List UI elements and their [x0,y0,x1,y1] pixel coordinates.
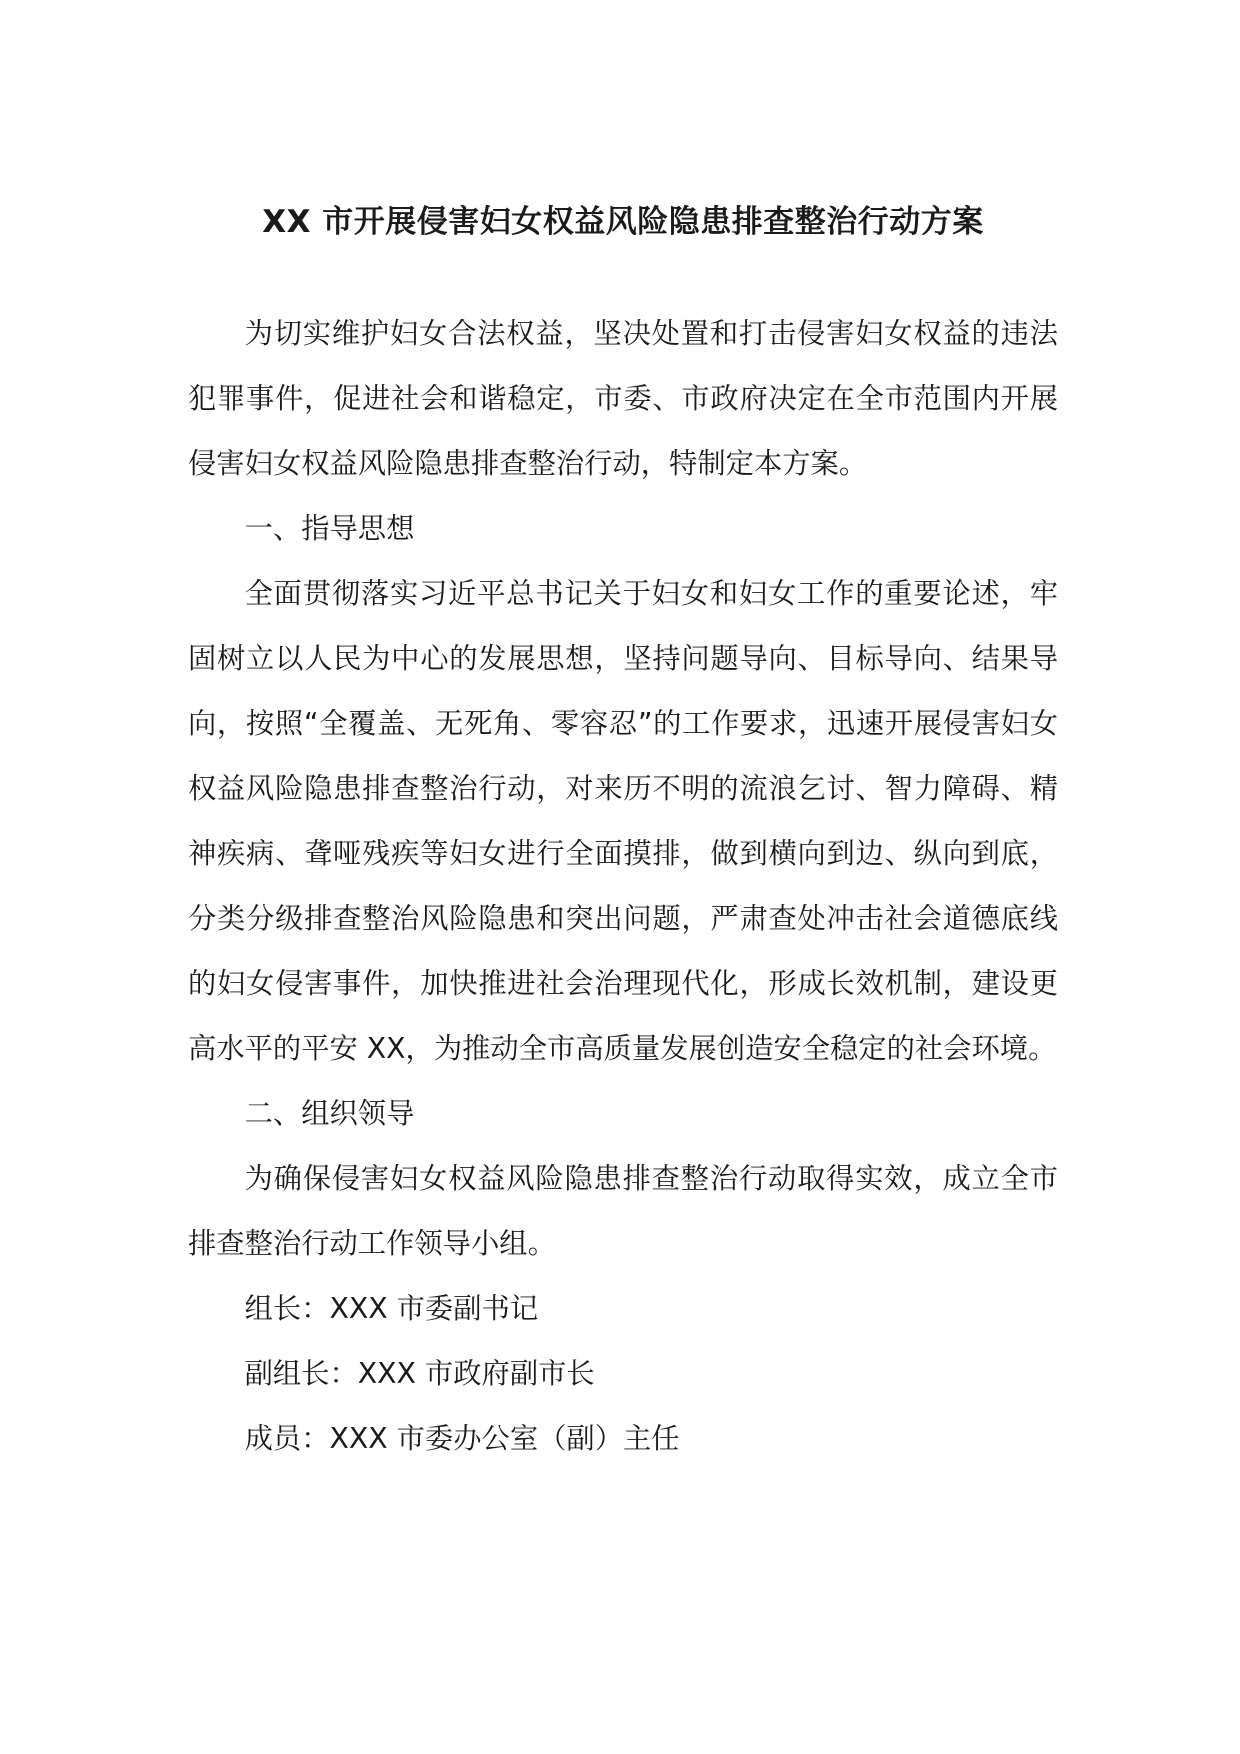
leadership-group-paragraph: 为确保侵害妇女权益风险隐患排查整治行动取得实效，成立全市排查整治行动工作领导小组。 [188,1162,1058,1260]
group-leader-line: 组长：XXX 市委副书记 [244,1292,539,1325]
member-line: 成员：XXX 市委办公室（副）主任 [244,1422,680,1455]
intro-paragraph: 为切实维护妇女合法权益，坚决处置和打击侵害妇女权益的违法犯罪事件，促进社会和谐稳定，市委、市政府决定在全市范围内开展侵害妇女权益风险隐患排查整治行动，特制定本方案。 [188,317,1058,480]
guiding-ideology-paragraph: 全面贯彻落实习近平总书记关于妇女和妇女工作的重要论述，牢固树立以人民为中心的发展思想，坚持问题导向、目标导向、结果导向，按照“全覆盖、无死角、零容忍”的工作要求，迅速开展侵害妇女权益风险隐患排查整治行动，对来历不明的流浪乞讨、智力障碍、精神疾病、聋哑残疾等妇女进行全面摸排，做到横向到边、纵向到底，分类分级排查整治风险隐患和突出问题，严肃查处冲击社会道德底线的妇女侵害事件，加快推进社会治理现代化，形成长效机制，建设更高水平的平安 XX，为推动全市高质量发展创造安全稳定的社会环境。 [188,577,1058,1065]
document-title: XX 市开展侵害妇女权益风险隐患排查整治行动方案 [262,204,984,240]
document-body [188,301,1058,1471]
section-heading-organization-leadership: 二、组织领导 [244,1097,415,1130]
section-heading-guiding-ideology: 一、指导思想 [244,512,415,545]
document-content [188,200,1058,1471]
deputy-leader-line: 副组长：XXX 市政府副市长 [244,1357,595,1390]
